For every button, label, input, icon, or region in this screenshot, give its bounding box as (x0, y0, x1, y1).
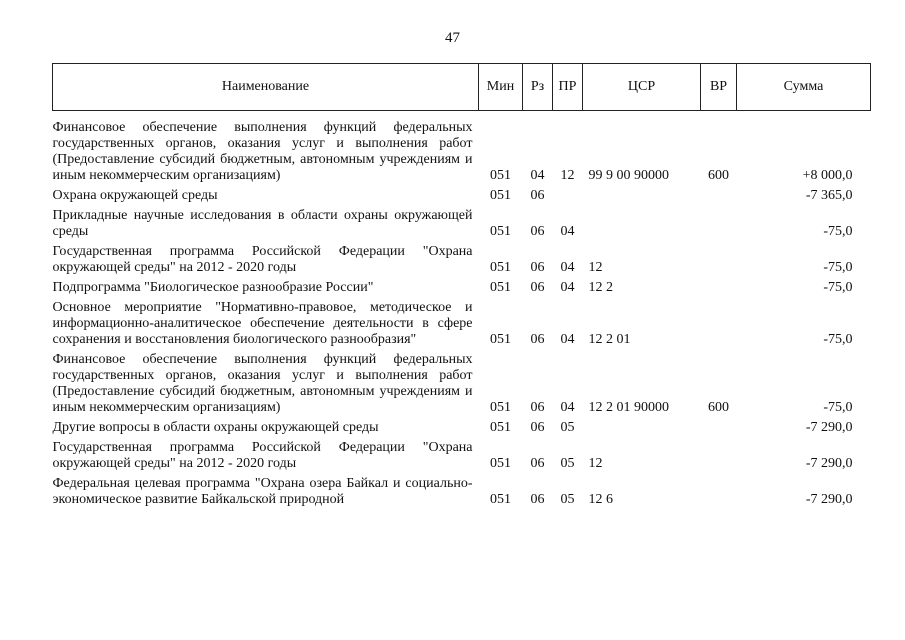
row-rz: 06 (530, 400, 545, 415)
row-csr: 99 9 00 90000 (588, 168, 669, 183)
table-row (53, 204, 871, 240)
row-rz: 04 (530, 168, 545, 183)
row-pr: 04 (560, 280, 575, 295)
row-name: Федеральная целевая программа "Охрана озера Байкал и социально-экономическое развитие Байкальской природной (52, 476, 473, 507)
row-sum: -75,0 (823, 332, 853, 347)
row-min: 051 (490, 456, 511, 471)
row-sum: -75,0 (823, 400, 853, 415)
row-vr: 600 (708, 168, 729, 183)
table-row (53, 276, 871, 296)
table-row (53, 472, 871, 508)
row-csr: 12 (588, 456, 603, 471)
row-sum: -7 290,0 (805, 420, 853, 435)
row-name: Прикладные научные исследования в области охраны окружающей среды (52, 208, 473, 239)
row-rz: 06 (530, 456, 545, 471)
row-name: Основное мероприятие "Нормативно-правовое, методическое и информационно-аналитическое обеспечение деятельности в сфере сохранения и восстановления биологического разнообразия" (52, 300, 473, 347)
row-csr (583, 184, 701, 204)
row-sum: -7 365,0 (805, 188, 853, 203)
budget-table (52, 63, 871, 508)
header-sum: Сумма (737, 64, 871, 111)
row-vr (701, 436, 737, 472)
table-row (53, 184, 871, 204)
row-sum: -7 290,0 (805, 456, 853, 471)
row-vr (701, 240, 737, 276)
row-rz: 06 (530, 224, 545, 239)
row-pr: 04 (560, 400, 575, 415)
row-min: 051 (490, 260, 511, 275)
row-csr: 12 2 01 90000 (588, 400, 669, 415)
row-rz: 06 (530, 280, 545, 295)
header-name: Наименование (53, 64, 479, 111)
row-name: Финансовое обеспечение выполнения функций федеральных государственных органов, оказания услуг и выполнения работ (Предоставление субсидий бюджетным, автономным учреждениям и иным некоммерческим организациям) (52, 352, 473, 415)
row-vr: 600 (708, 400, 729, 415)
table-row (53, 436, 871, 472)
row-rz: 06 (530, 420, 545, 435)
row-rz: 06 (530, 260, 545, 275)
row-sum: +8 000,0 (802, 168, 853, 183)
row-name: Охрана окружающей среды (52, 188, 218, 203)
row-pr (553, 184, 583, 204)
table-header-row (53, 64, 871, 111)
header-rz: Рз (523, 64, 553, 111)
row-min: 051 (490, 492, 511, 507)
row-name: Государственная программа Российской Федерации "Охрана окружающей среды" на 2012 - 2020 годы (52, 440, 473, 471)
header-csr: ЦСР (583, 64, 701, 111)
header-pr: ПР (553, 64, 583, 111)
row-name: Подпрограмма "Биологическое разнообразие России" (52, 280, 374, 295)
row-sum: -75,0 (823, 260, 853, 275)
row-rz: 06 (530, 492, 545, 507)
row-vr (701, 276, 737, 296)
page-number: 47 (445, 30, 460, 46)
row-min: 051 (490, 224, 511, 239)
header-min: Мин (479, 64, 523, 111)
row-vr (701, 472, 737, 508)
row-min: 051 (490, 280, 511, 295)
row-min: 051 (490, 188, 511, 203)
header-vr: ВР (701, 64, 737, 111)
row-min: 051 (490, 420, 511, 435)
row-pr: 05 (560, 492, 575, 507)
row-csr (583, 204, 701, 240)
row-pr: 04 (560, 224, 575, 239)
row-csr: 12 2 01 (588, 332, 631, 347)
table-row (53, 416, 871, 436)
row-min: 051 (490, 168, 511, 183)
table-row (53, 296, 871, 348)
row-name: Финансовое обеспечение выполнения функций федеральных государственных органов, оказания услуг и выполнения работ (Предоставление субсидий бюджетным, автономным учреждениям и иным некоммерческим организациям) (52, 120, 473, 183)
row-pr: 04 (560, 332, 575, 347)
row-csr: 12 (588, 260, 603, 275)
row-vr (701, 296, 737, 348)
row-vr (701, 184, 737, 204)
row-csr: 12 6 (588, 492, 613, 507)
row-sum: -75,0 (823, 224, 853, 239)
row-name: Другие вопросы в области охраны окружающей среды (52, 420, 379, 435)
row-pr: 04 (560, 260, 575, 275)
table-row (53, 240, 871, 276)
table-row (53, 116, 871, 184)
row-pr: 05 (560, 420, 575, 435)
row-min: 051 (490, 400, 511, 415)
row-csr: 12 2 (588, 280, 613, 295)
row-sum: -7 290,0 (805, 492, 853, 507)
row-pr: 05 (560, 456, 575, 471)
row-vr (701, 204, 737, 240)
row-sum: -75,0 (823, 280, 853, 295)
row-min: 051 (490, 332, 511, 347)
row-pr: 12 (560, 168, 575, 183)
row-vr (701, 416, 737, 436)
row-name: Государственная программа Российской Федерации "Охрана окружающей среды" на 2012 - 2020 годы (52, 244, 473, 275)
row-csr (583, 416, 701, 436)
row-rz: 06 (530, 332, 545, 347)
row-rz: 06 (530, 188, 545, 203)
table-row (53, 348, 871, 416)
